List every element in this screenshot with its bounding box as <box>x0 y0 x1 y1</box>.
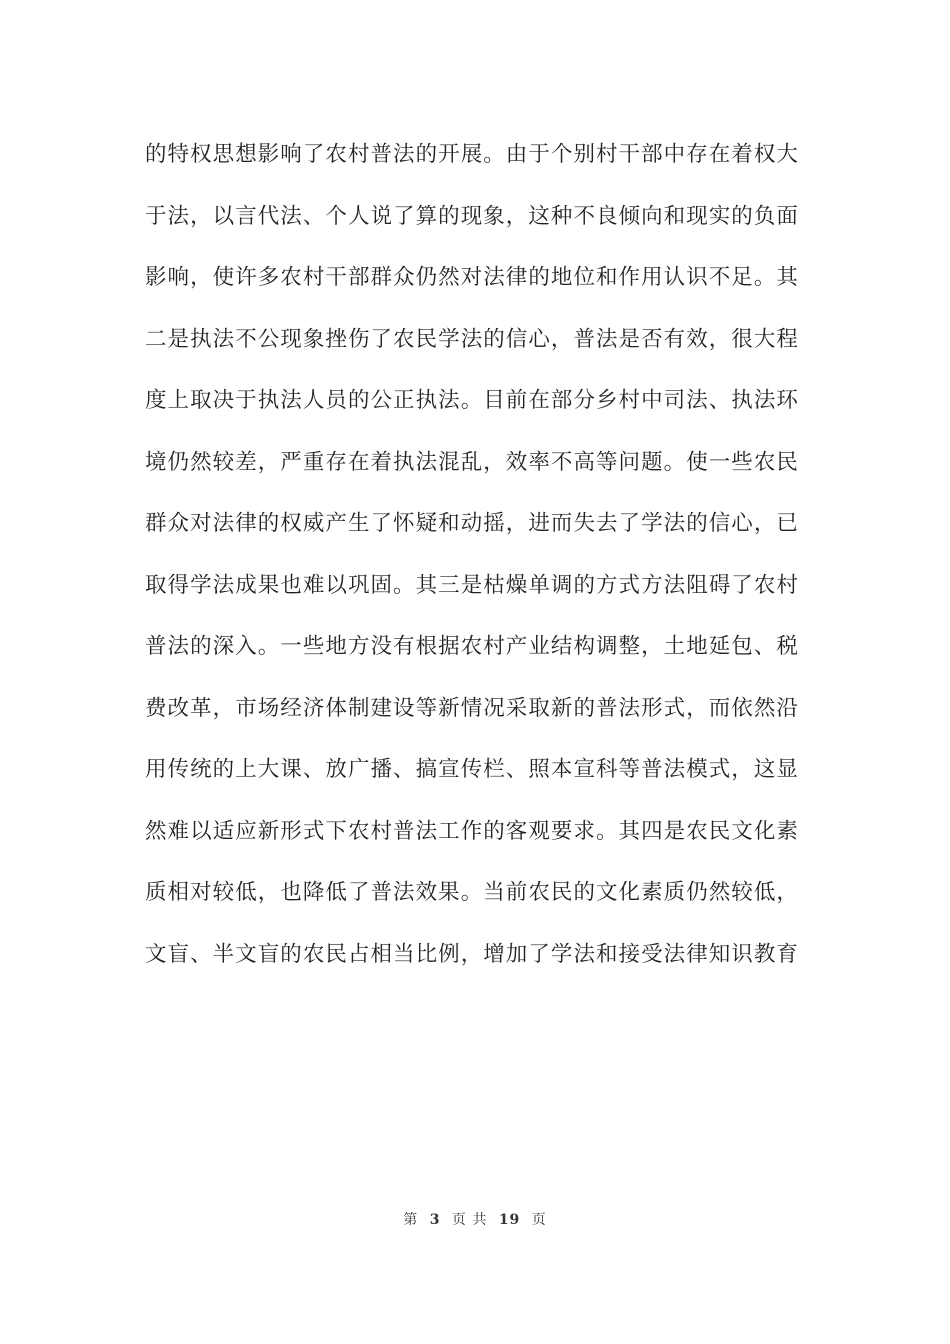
text-line: 影响，使许多农村干部群众仍然对法律的地位和作用认识不足。其 <box>145 265 799 290</box>
text-line: 质相对较低，也降低了普法效果。当前农民的文化素质仍然较低， <box>145 880 799 905</box>
body-paragraph <box>145 129 810 990</box>
footer-middle: 页 共 <box>451 1212 488 1228</box>
text-line: 于法，以言代法、个人说了算的现象，这种不良倾向和现实的负面 <box>145 203 799 229</box>
footer-prefix: 第 <box>403 1212 419 1228</box>
text-line: 费改革，市场经济体制建设等新情况采取新的普法形式，而依然沿 <box>145 695 799 721</box>
text-line: 境仍然较差，严重存在着执法混乱，效率不高等问题。使一些农民 <box>145 449 799 475</box>
text-line: 普法的深入。一些地方没有根据农村产业结构调整，土地延包、税 <box>145 634 799 659</box>
current-page-number: 3 <box>429 1212 441 1228</box>
text-line: 的特权思想影响了农村普法的开展。由于个别村干部中存在着权大 <box>145 142 799 167</box>
footer-suffix: 页 <box>531 1212 547 1228</box>
text-line: 度上取决于执法人员的公正执法。目前在部分乡村中司法、执法环 <box>145 388 799 413</box>
text-line: 用传统的上大课、放广播、搞宣传栏、照本宣科等普法模式，这显 <box>145 757 799 782</box>
text-line: 二是执法不公现象挫伤了农民学法的信心，普法是否有效，很大程 <box>145 326 799 352</box>
text-line: 取得学法成果也难以巩固。其三是枯燥单调的方式方法阻碍了农村 <box>145 572 799 598</box>
text-line: 文盲、半文盲的农民占相当比例，增加了学法和接受法律知识教育 <box>145 941 799 967</box>
page-footer <box>0 1209 950 1229</box>
total-page-count: 19 <box>498 1212 521 1228</box>
text-line: 群众对法律的权威产生了怀疑和动摇，进而失去了学法的信心，已 <box>145 511 799 536</box>
text-line: 然难以适应新形式下农村普法工作的客观要求。其四是农民文化素 <box>145 818 799 844</box>
